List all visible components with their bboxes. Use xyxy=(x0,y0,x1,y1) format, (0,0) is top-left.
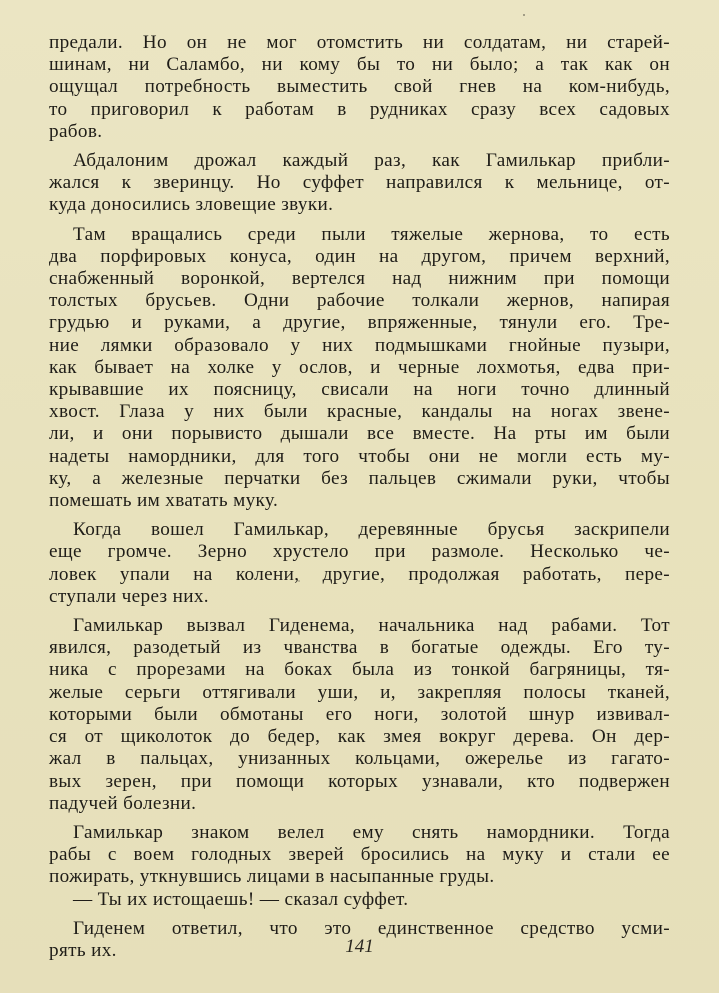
text-line: Гамилькар вызвал Гиденема, начальника над рабами. Тот xyxy=(73,615,670,637)
paragraph xyxy=(49,32,670,143)
page-number: 141 xyxy=(345,936,374,957)
print-speck xyxy=(115,878,117,880)
text-line: как бывает на холке у ослов, и черные лохмотья, едва при- xyxy=(49,356,670,378)
paragraph xyxy=(49,224,670,513)
text-line: еще громче. Зерно хрустело при размоле. Несколько че- xyxy=(49,541,670,563)
print-speck xyxy=(298,580,300,582)
text-line: желые серьги оттягивали уши, и, закрепляя полосы тканей, xyxy=(49,681,670,703)
text-line: вых зерен, при помощи которых узнавали, кто подвержен xyxy=(49,770,670,792)
paragraph xyxy=(49,519,670,608)
text-line: куда доносились зловещие звуки. xyxy=(49,194,334,216)
text-line: явился, разодетый из чванства в богатые одежды. Его ту- xyxy=(49,637,670,659)
text-line: предали. Но он не мог отомстить ни солдатам, ни старей- xyxy=(49,32,670,53)
paragraph xyxy=(49,615,670,815)
text-line: жался к зверинцу. Но суффет направился к мельнице, от- xyxy=(49,172,670,194)
paragraph xyxy=(49,822,670,889)
text-line: хвост. Глаза у них были красные, кандалы на ногах звене- xyxy=(49,401,670,423)
text-line: то приговорил к работам в рудниках сразу всех садовых xyxy=(49,98,670,120)
text-line: рабов. xyxy=(49,120,103,142)
text-line: рять их. xyxy=(49,939,117,961)
paragraph xyxy=(49,150,670,217)
print-speck xyxy=(523,14,525,16)
text-line: ступали через них. xyxy=(49,585,209,607)
text-line: ли, и они порывисто дышали все вместе. На рты им были xyxy=(49,423,670,445)
text-line: шинам, ни Саламбо, ни кому бы то ни было; а так как он xyxy=(49,54,670,76)
text-line: ловек упали на колени, другие, продолжая работать, пере- xyxy=(49,563,670,585)
book-page-text xyxy=(49,32,670,962)
text-line: — Ты их истощаешь! — сказал суффет. xyxy=(73,888,409,910)
text-line: толстых брусьев. Одни рабочие толкали жернов, напирая xyxy=(49,290,670,312)
text-line: падучей болезни. xyxy=(49,792,197,814)
text-line: Гамилькар знаком велел ему снять намордники. Тогда xyxy=(73,821,670,843)
text-line: ние лямки образовало у них подмышками гнойные пузыри, xyxy=(49,334,670,356)
paragraph xyxy=(49,889,670,911)
text-line: ся от щиколоток до бедер, как змея вокруг дерева. Он дер- xyxy=(49,726,670,748)
text-line: надеты намордники, для того чтобы они не могли есть му- xyxy=(49,445,670,467)
text-line: жал в пальцах, унизанных кольцами, ожерелье из гагато- xyxy=(49,748,670,770)
text-line: крывавшие их поясницу, свисали на ноги точно длинный xyxy=(49,379,670,401)
text-line: которыми были обмотаны его ноги, золотой шнур извивал- xyxy=(49,703,670,725)
text-line: ника с прорезами на боках была из тонкой багряницы, тя- xyxy=(49,659,670,681)
text-line: ощущал потребность выместить свой гнев на ком-нибудь, xyxy=(49,76,670,98)
text-line: Когда вошел Гамилькар, деревянные брусья заскрипели xyxy=(73,519,670,541)
text-line: ку, а железные перчатки без пальцев сжимали руки, чтобы xyxy=(49,467,670,489)
text-line: снабженный воронкой, вертелся над нижним при помощи xyxy=(49,268,670,290)
text-line: Там вращались среди пыли тяжелые жернова, то есть xyxy=(73,223,670,245)
text-line: грудью и руками, а другие, впряженные, тянули его. Тре- xyxy=(49,312,670,334)
text-line: Гиденем ответил, что это единственное средство усми- xyxy=(73,917,670,939)
text-line: рабы с воем голодных зверей бросились на муку и стали ее xyxy=(49,844,670,866)
text-line: два порфировых конуса, один на другом, причем верхний, xyxy=(49,245,670,267)
text-line: Абдалоним дрожал каждый раз, как Гамилькар прибли- xyxy=(73,150,670,172)
text-line: пожирать, уткнувшись лицами в насыпанные груды. xyxy=(49,866,495,888)
text-line: помешать им хватать муку. xyxy=(49,490,279,512)
